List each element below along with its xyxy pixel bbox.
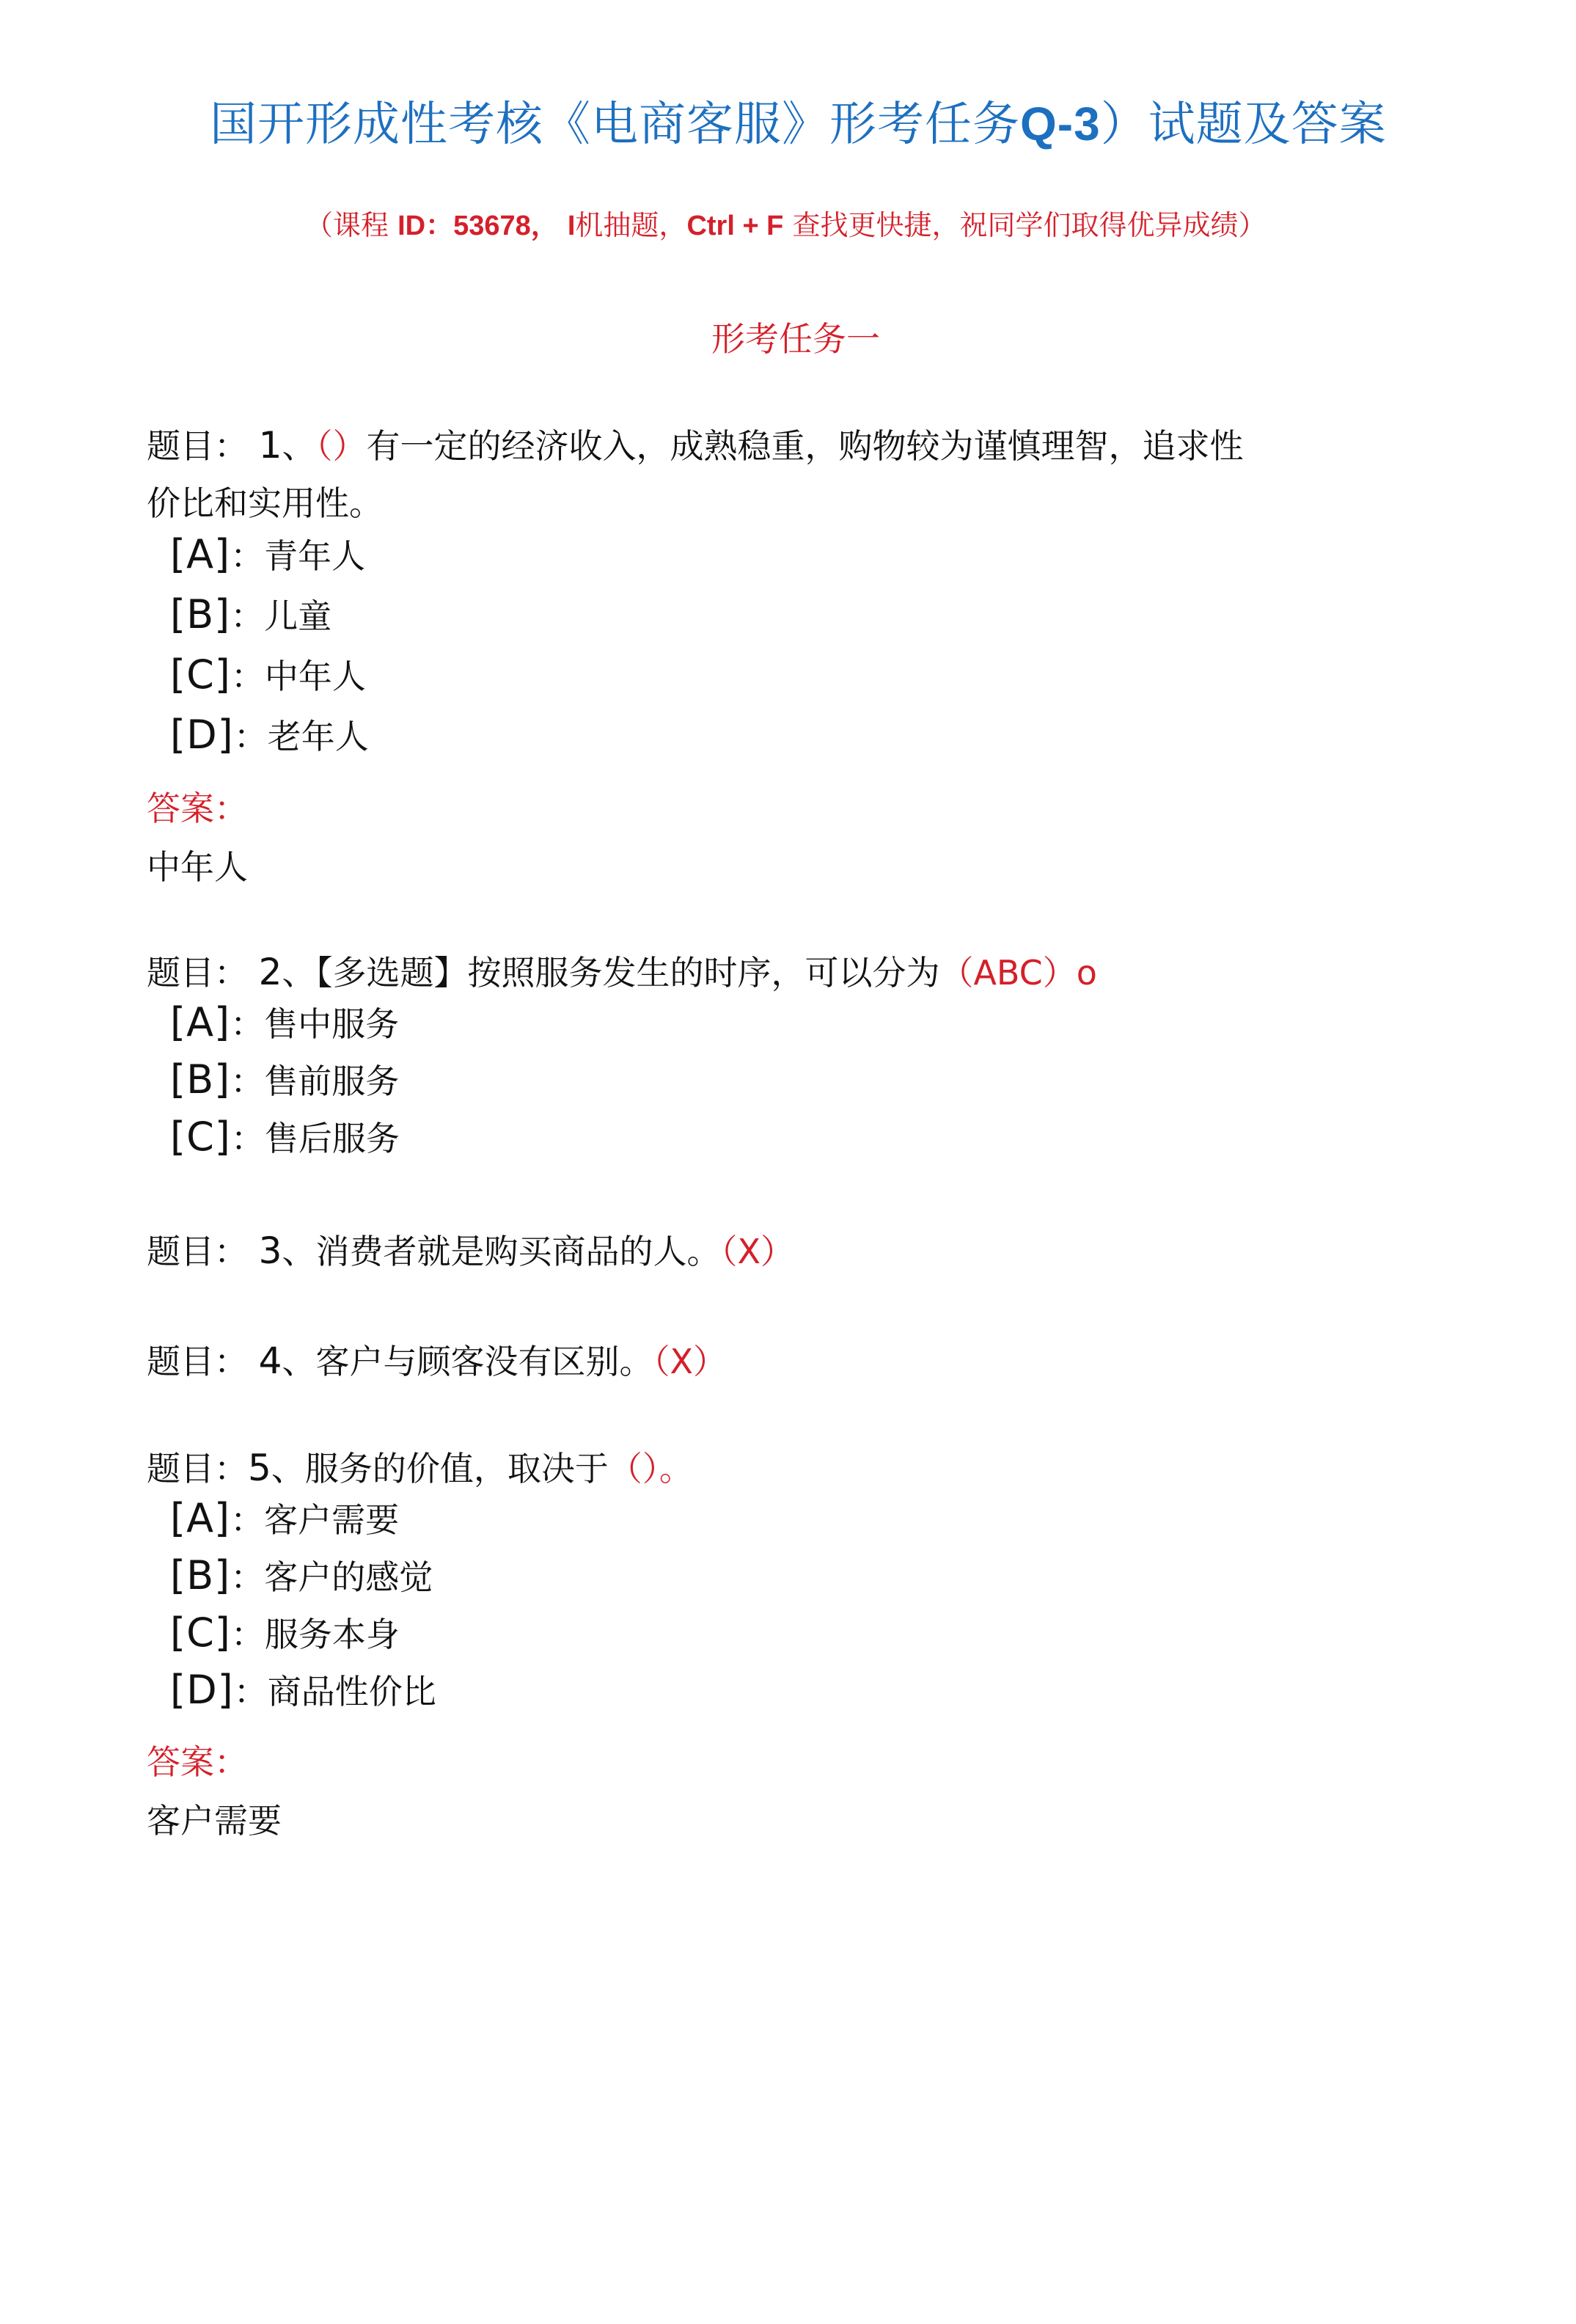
question-answer-inline: （X） <box>720 1232 794 1271</box>
question-answer-inline: （X） <box>653 1342 727 1381</box>
question-1-line1 <box>147 420 1243 468</box>
title-suffix: ）试题及答案 <box>1100 98 1387 152</box>
option-key: [C] <box>170 651 231 698</box>
option-key: [B] <box>170 591 231 637</box>
question-1-option-b <box>170 590 331 638</box>
option-text: ：客户的感觉 <box>230 1557 433 1597</box>
question-label: 题目： <box>147 953 248 993</box>
subtitle-suffix: 查找更快捷，祝同学们取得优异成绩） <box>783 209 1267 241</box>
question-number: 2 <box>258 951 282 993</box>
question-5-answer: 客户需要 <box>147 1801 282 1841</box>
subtitle-spacer <box>559 209 568 241</box>
question-5-option-a <box>170 1494 399 1542</box>
section-heading: 形考任务一 <box>711 319 880 359</box>
option-key: [C] <box>170 1609 231 1656</box>
answer-blank: （） <box>315 426 367 466</box>
option-text: ：客户需要 <box>230 1500 400 1540</box>
question-answer-inline: （ABC）o <box>939 953 1097 993</box>
question-4 <box>147 1335 727 1384</box>
option-text: ：儿童 <box>230 596 332 636</box>
question-5-option-d <box>170 1665 436 1714</box>
subtitle-random-note: 机抽题， <box>575 209 687 241</box>
question-2 <box>147 946 1097 995</box>
question-1-option-a <box>170 530 365 578</box>
option-text: ：青年人 <box>230 536 366 576</box>
question-separator: 、 <box>282 426 316 466</box>
option-key: [D] <box>170 1667 234 1713</box>
shortcut-hint: Ctrl + F <box>686 211 784 241</box>
option-text: ：商品性价比 <box>233 1672 436 1711</box>
question-text: 消费者就是购买商品的人。 <box>315 1232 721 1271</box>
question-1-answer-label: 答案： <box>147 789 248 828</box>
option-key: [A] <box>170 1495 231 1541</box>
title-text: 国开形成性考核《电商客服》形考任务 <box>210 98 1020 152</box>
question-5-option-b <box>170 1551 433 1599</box>
option-text: ：服务本身 <box>230 1615 400 1654</box>
document-title <box>210 87 1387 154</box>
question-5-answer-label: 答案： <box>147 1742 248 1782</box>
question-5-option-c <box>170 1608 400 1656</box>
option-text: ：售中服务 <box>230 1004 400 1044</box>
question-separator: 、 <box>271 1449 305 1488</box>
question-text: 有一定的经济收入，成熟稳重，购物较为谨慎理智，追求性 <box>366 426 1244 466</box>
option-key: [A] <box>170 531 231 577</box>
question-5 <box>147 1442 693 1491</box>
option-key: [A] <box>170 999 231 1045</box>
question-text: 服务的价值，取决于 <box>304 1449 609 1488</box>
subtitle-i: I <box>567 211 576 241</box>
question-2-option-c <box>170 1112 400 1161</box>
question-number: 3 <box>258 1229 282 1272</box>
question-2-option-a <box>170 998 399 1046</box>
question-3 <box>147 1225 794 1274</box>
option-key: [B] <box>170 1056 231 1103</box>
subtitle-prefix: （课程 <box>305 209 398 241</box>
course-id: ID：53678， <box>397 211 559 241</box>
question-1-option-d <box>170 710 369 759</box>
question-text: 客户与顾客没有区别。 <box>315 1342 653 1381</box>
question-1-line2: 价比和实用性。 <box>147 483 383 523</box>
option-text: ：老年人 <box>233 717 369 756</box>
question-separator: 、 <box>282 1232 316 1271</box>
question-label: 题目： <box>147 1449 248 1488</box>
question-number: 1 <box>258 424 282 467</box>
question-text: 【多选题】按照服务发生的时序，可以分为 <box>315 953 940 993</box>
option-key: [B] <box>170 1552 231 1598</box>
option-text: ：中年人 <box>230 657 366 696</box>
document-subtitle <box>305 202 1267 243</box>
question-number: 5 <box>248 1447 271 1489</box>
option-key: [D] <box>170 712 234 758</box>
question-label: 题目： <box>147 1342 248 1381</box>
option-text: ：售前服务 <box>230 1061 400 1101</box>
question-2-option-b <box>170 1055 399 1103</box>
question-number: 4 <box>258 1340 282 1382</box>
answer-blank: （）。 <box>608 1449 693 1488</box>
question-1-option-c <box>170 650 366 698</box>
question-label: 题目： <box>147 1232 248 1271</box>
question-separator: 、 <box>282 953 316 993</box>
title-task-number: Q-3 <box>1020 98 1101 150</box>
option-key: [C] <box>170 1114 231 1160</box>
option-text: ：售后服务 <box>230 1119 400 1158</box>
question-1-answer: 中年人 <box>147 847 248 887</box>
question-separator: 、 <box>282 1342 316 1381</box>
question-label: 题目： <box>147 426 248 466</box>
